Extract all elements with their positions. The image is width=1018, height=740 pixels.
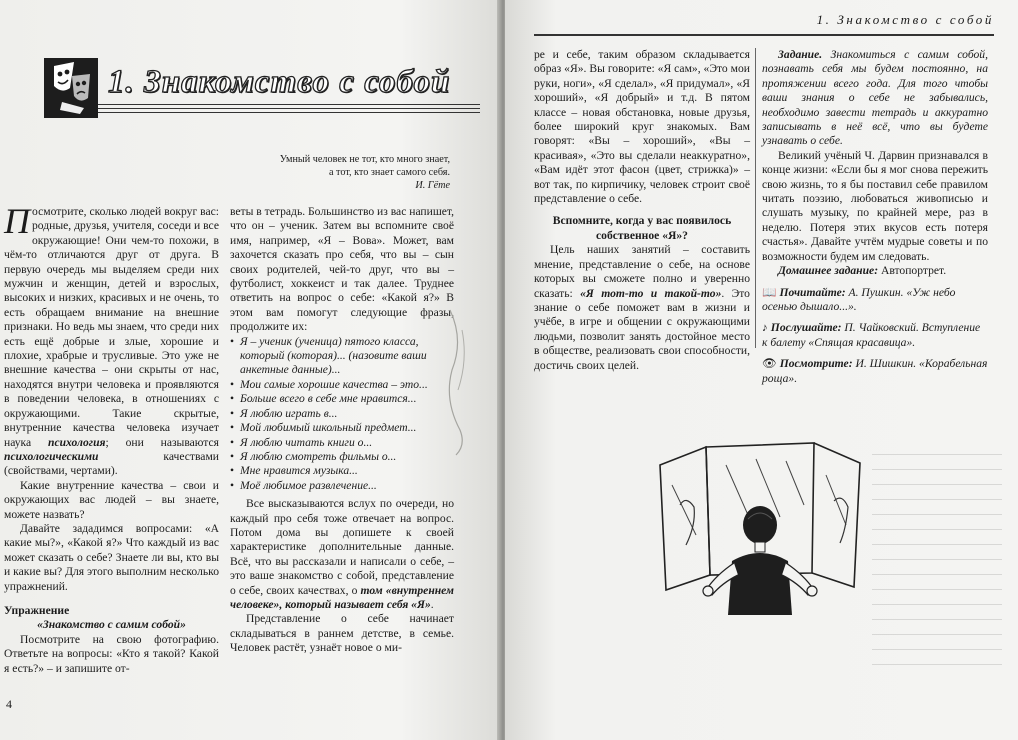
term-psychological: психологическими: [4, 449, 99, 463]
epigraph: [252, 154, 450, 192]
list-item: • Мой любимый школьный предмет...: [230, 421, 454, 435]
boy-mirror-illustration: [656, 425, 864, 625]
chapter-title: 1. Знакомство с собой: [108, 64, 451, 100]
text: качествами (свойствами, чертами).: [4, 449, 219, 478]
paragraph: Давайте зададимся вопросами: «А какие мы?», «Какой я?» Что каждый из вас может сказать о себе? Знаете ли вы, кто вы и какие вы? Для этого выполним несколько упражнений.: [4, 521, 219, 593]
paragraph: Посмотрите на свою фотографию. Ответьте на вопросы: «Кто я такой? Какой я есть?» – и запишите от-: [4, 632, 219, 675]
text: . Это знание о себе поможет вам в жизни и учёбе, в игре и общении с окружающими людьми, позволит занять достойное место в обществе, реализовать свои способности, достичь своих целей.: [534, 286, 750, 372]
list-item: • Я люблю играть в...: [230, 407, 454, 421]
epigraph-line: Умный человек не тот, кто много знает,: [279, 154, 450, 165]
left-column-1: [4, 201, 219, 676]
page-number: 4: [6, 697, 12, 711]
paragraph: веты в тетрадь. Большинство из вас напишет, что он – ученик. Затем вы вспомните своё имя, например, «Я – Вова». Может, вам захочется сказать про себя, что вы – сын своих родителей, чей-то друг, что вы – футболист, хоккеист и так далее. Труднее ответить на вопрос о себе: «Какой я?» В этом вам помогут следующие фразы, продолжите их:: [230, 205, 455, 334]
column-rule: [755, 48, 756, 348]
drop-cap: П: [4, 201, 30, 241]
text: ; они называются: [105, 435, 219, 449]
task-label: Задание.: [778, 48, 823, 61]
emphasis: том «внутреннем человеке», который называет себя «Я»: [230, 583, 454, 611]
mirror-icon: [656, 425, 864, 625]
epigraph-line: а тот, кто знает самого себя.: [328, 166, 450, 178]
text: .: [430, 597, 434, 611]
read-text: А. Пушкин. «Уж небо осенью дышало...».: [762, 285, 956, 313]
listen-text: П. Чайковский. Вступление к балету «Спящая красавица».: [762, 321, 981, 349]
running-head: 1. Знакомство с собой: [816, 12, 994, 27]
right-column-2: [762, 48, 988, 386]
eye-icon: 👁: [762, 357, 777, 371]
list-item: • Больше всего в себе мне нравится...: [230, 392, 454, 406]
listen-suggestion: [762, 321, 988, 350]
intro-paragraph: [4, 201, 219, 479]
epigraph-author: И. Гёте: [415, 179, 450, 191]
title-underline: [98, 104, 480, 114]
paragraph: Представление о себе начинает складываться в раннем детстве, в семье. Человек растёт, узнаёт новое о ми-: [230, 612, 454, 655]
pencil-margin-mark: [442, 300, 474, 460]
list-item: • Мне нравится музыка...: [230, 464, 454, 478]
emphasis: «Я тот-то и такой-то»: [580, 286, 722, 300]
header-rule: [534, 34, 994, 36]
homework-label: Домашнее задание:: [778, 264, 879, 278]
read-suggestion: [762, 286, 988, 315]
music-note-icon: ♪: [762, 321, 768, 335]
read-label: Почитайте:: [779, 285, 846, 299]
exercise-title: «Знакомство с самим собой»: [37, 618, 186, 632]
section-heading: Вспомните, когда у вас появилось собственное «Я»?: [552, 214, 732, 242]
paragraph: Великий учёный Ч. Дарвин признавался в конце жизни: «Если бы я мог снова пережить свою жизнь, то я бы поставил себе правилом читать поэзию, любоваться живописью и слушать музыку, по крайней мере, раз в неделю. Потеря этих вкусов есть потеря счастья». Давайте учтём мудрые советы и по возможности будем им следовать.: [762, 148, 988, 263]
book-icon: 📖: [762, 285, 777, 299]
text: Цель наших занятий – составить мнение, представление о себе, на основе которых вы сможете полно и уверенно сказать:: [534, 243, 750, 300]
left-column-2: [230, 205, 454, 656]
task-paragraph: [762, 48, 988, 149]
paragraph: [534, 243, 750, 373]
homework-text: Автопортрет.: [878, 264, 947, 278]
phrase-list: [230, 335, 454, 493]
theater-mask-icon: [44, 58, 98, 118]
right-column-1: [534, 48, 750, 373]
list-item: • Моё любимое развлечение...: [230, 479, 454, 493]
paragraph: [230, 497, 454, 612]
list-item: • Я – ученик (ученица) пятого класса, который (которая)... (назовите ваши анкетные данные)...: [230, 335, 454, 378]
text: Все высказываются вслух по очереди, но каждый про себя тоже отвечает на вопрос. Потом дома вы допишете к своей характеристике дополнительные данные. Всё, что вы рассказали и написали о себе, – это ваше знакомство с собой, представление о себе, своих качествах, о: [230, 497, 454, 597]
task-text: Знакомиться с самим собой, познавать себя мы будем постоянно, на протяжении всего года. Для того чтобы ваши знания о себе не забывались, необходимо завести тетрадь и аккуратно записывать в неё всё, что вы будете узнавать о себе.: [762, 48, 988, 148]
paragraph: Какие внутренние качества – свои и окружающих вас людей – вы знаете, можете назвать?: [4, 478, 219, 521]
term-psychology: психология: [48, 435, 106, 449]
exercise-label: Упражнение: [4, 603, 70, 617]
paragraph: ре и себе, таким образом складывается образ «Я». Вы говорите: «Я сам», «Это мои руки, ноги», «Я сделал», «Я придумал», «Я хороший», «Я добрый» и т.д. В пятом классе – новая обстановка, новые друзья, более широкий круг знакомых. Вам говорят: «Вы – хороший», «Вы – красивая», «Это вы сделали неаккуратно», «Вам идёт этот фасон (цвет, стрижка)» – вот так, по кирпичику, человек строит своё представление о себе.: [534, 48, 750, 206]
watch-suggestion: [762, 357, 988, 386]
bleed-through-text: [872, 440, 1002, 670]
watch-text: И. Шишкин. «Корабельная роща».: [762, 357, 988, 385]
text: осмотрите, сколько людей вокруг вас: родные, друзья, учителя, соседи и все окружающие! Они чем-то похожи, в чём-то отличаются друг от друга. В первую очередь мы выделяем среди них мужчин и женщин, детей и взрослых, высоких и низких, красивых и не очень, то есть обращаем внимание на внешние признаки. Но ведь мы знаем, что среди них есть ещё добрые и злые, хорошие и плохие, храбрые и трусливые. Это уже не внешние качества – они скрыты от нас, находятся внутри человека и проявляются в поведении человека, в отношениях с окружающими. Такие скрытые, внутренние качества человека изучает наука: [4, 205, 219, 449]
list-item: • Мои самые хорошие качества – это...: [230, 378, 454, 392]
list-item: • Я люблю читать книги о...: [230, 436, 454, 450]
listen-label: Послушайте:: [770, 321, 842, 335]
list-item: • Я люблю смотреть фильмы о...: [230, 450, 454, 464]
homework: [762, 264, 988, 278]
watch-label: Посмотрите:: [779, 357, 853, 371]
chapter-emblem: [44, 58, 98, 118]
